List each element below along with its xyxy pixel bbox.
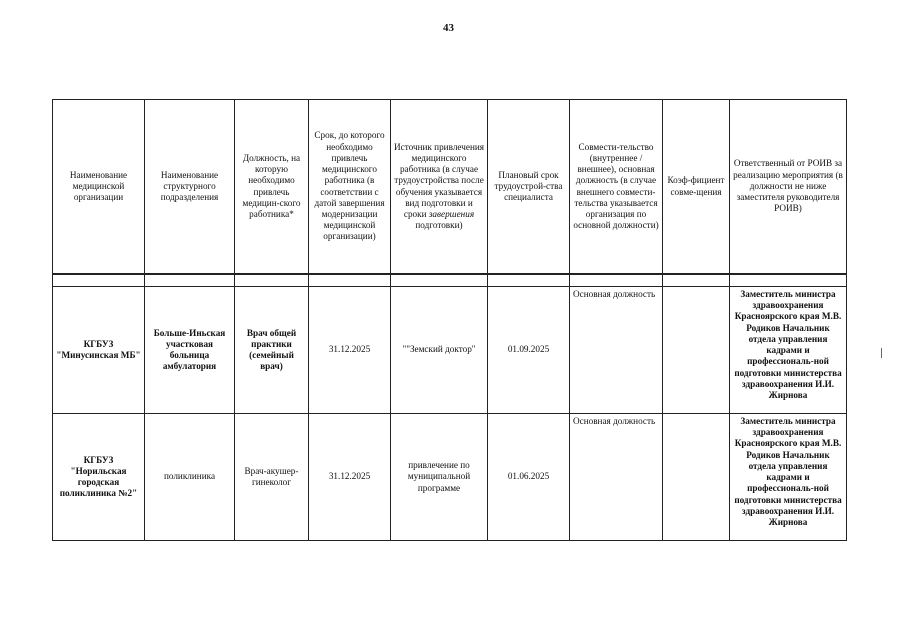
header-org: Наименование медицинской организации [53,100,145,275]
header-source [391,100,488,275]
cell-responsible: Заместитель министра здравоохранения Красноярского края М.В. Родиков Начальник отдела управления кадрами и профессиональ-ной подготовки министерства здравоохранения И.И. Жирнова [730,287,847,414]
cell-deadline: 31.12.2025 [309,287,391,414]
header-deadline: Срок, до которого необходимо привлечь медицинского работника (в соответствии с датой завершения модернизации медицинской организации) [309,100,391,275]
header-source-italic: завершения [428,208,475,219]
cell-source: ""Земский доктор" [391,287,488,414]
header-planned: Плановый срок трудоустрой-ства специалиста [488,100,570,275]
table-row [53,287,847,414]
cell-deadline: 31.12.2025 [309,414,391,541]
cell-position: Врач-акушер-гинеколог [235,414,309,541]
header-row [53,100,847,275]
cell-dept: поликлиника [145,414,235,541]
cell-org: КГБУЗ "Норильская городская поликлиника №2" [53,414,145,541]
cell-planned: 01.06.2025 [488,414,570,541]
cell-combination: Основная должность [570,287,663,414]
header-dept: Наименование структурного подразделения [145,100,235,275]
cell-planned: 01.09.2025 [488,287,570,414]
cell-org: КГБУЗ "Минусинская МБ" [53,287,145,414]
header-position: Должность, на которую необходимо привлечь медицин-ского работника* [235,100,309,275]
header-source-text: Источник привлечения медицинского работника (в случае трудоустройства после обучения указывается вид подготовки и сроки [394,141,485,219]
cell-dept: Больше-Иньская участковая больница амбулатория [145,287,235,414]
cell-coef [663,287,730,414]
cell-position: Врач общей практики (семейный врач) [235,287,309,414]
cell-coef [663,414,730,541]
header-combination: Совмести-тельство (внутреннее /внешнее), основная должность (в случае внешнего совмести-тельства указывается организация по основной должности) [570,100,663,275]
header-coef: Коэф-фициент совме-щения [663,100,730,275]
staffing-table [52,99,847,541]
cell-combination: Основная должность [570,414,663,541]
page-number: 43 [443,22,454,34]
cell-source: привлечение по муниципальной программе [391,414,488,541]
staffing-table-container [52,99,846,541]
cell-responsible: Заместитель министра здравоохранения Красноярского края М.В. Родиков Начальник отдела управления кадрами и профессиональ-ной подготовки министерства здравоохранения И.И. Жирнова [730,414,847,541]
margin-mark [881,348,882,358]
header-source-tail: подготовки) [415,220,463,231]
spacer-row [53,274,847,287]
header-responsible: Ответственный от РОИВ за реализацию мероприятия (в должности не ниже заместителя руководителя РОИВ) [730,100,847,275]
table-row [53,414,847,541]
